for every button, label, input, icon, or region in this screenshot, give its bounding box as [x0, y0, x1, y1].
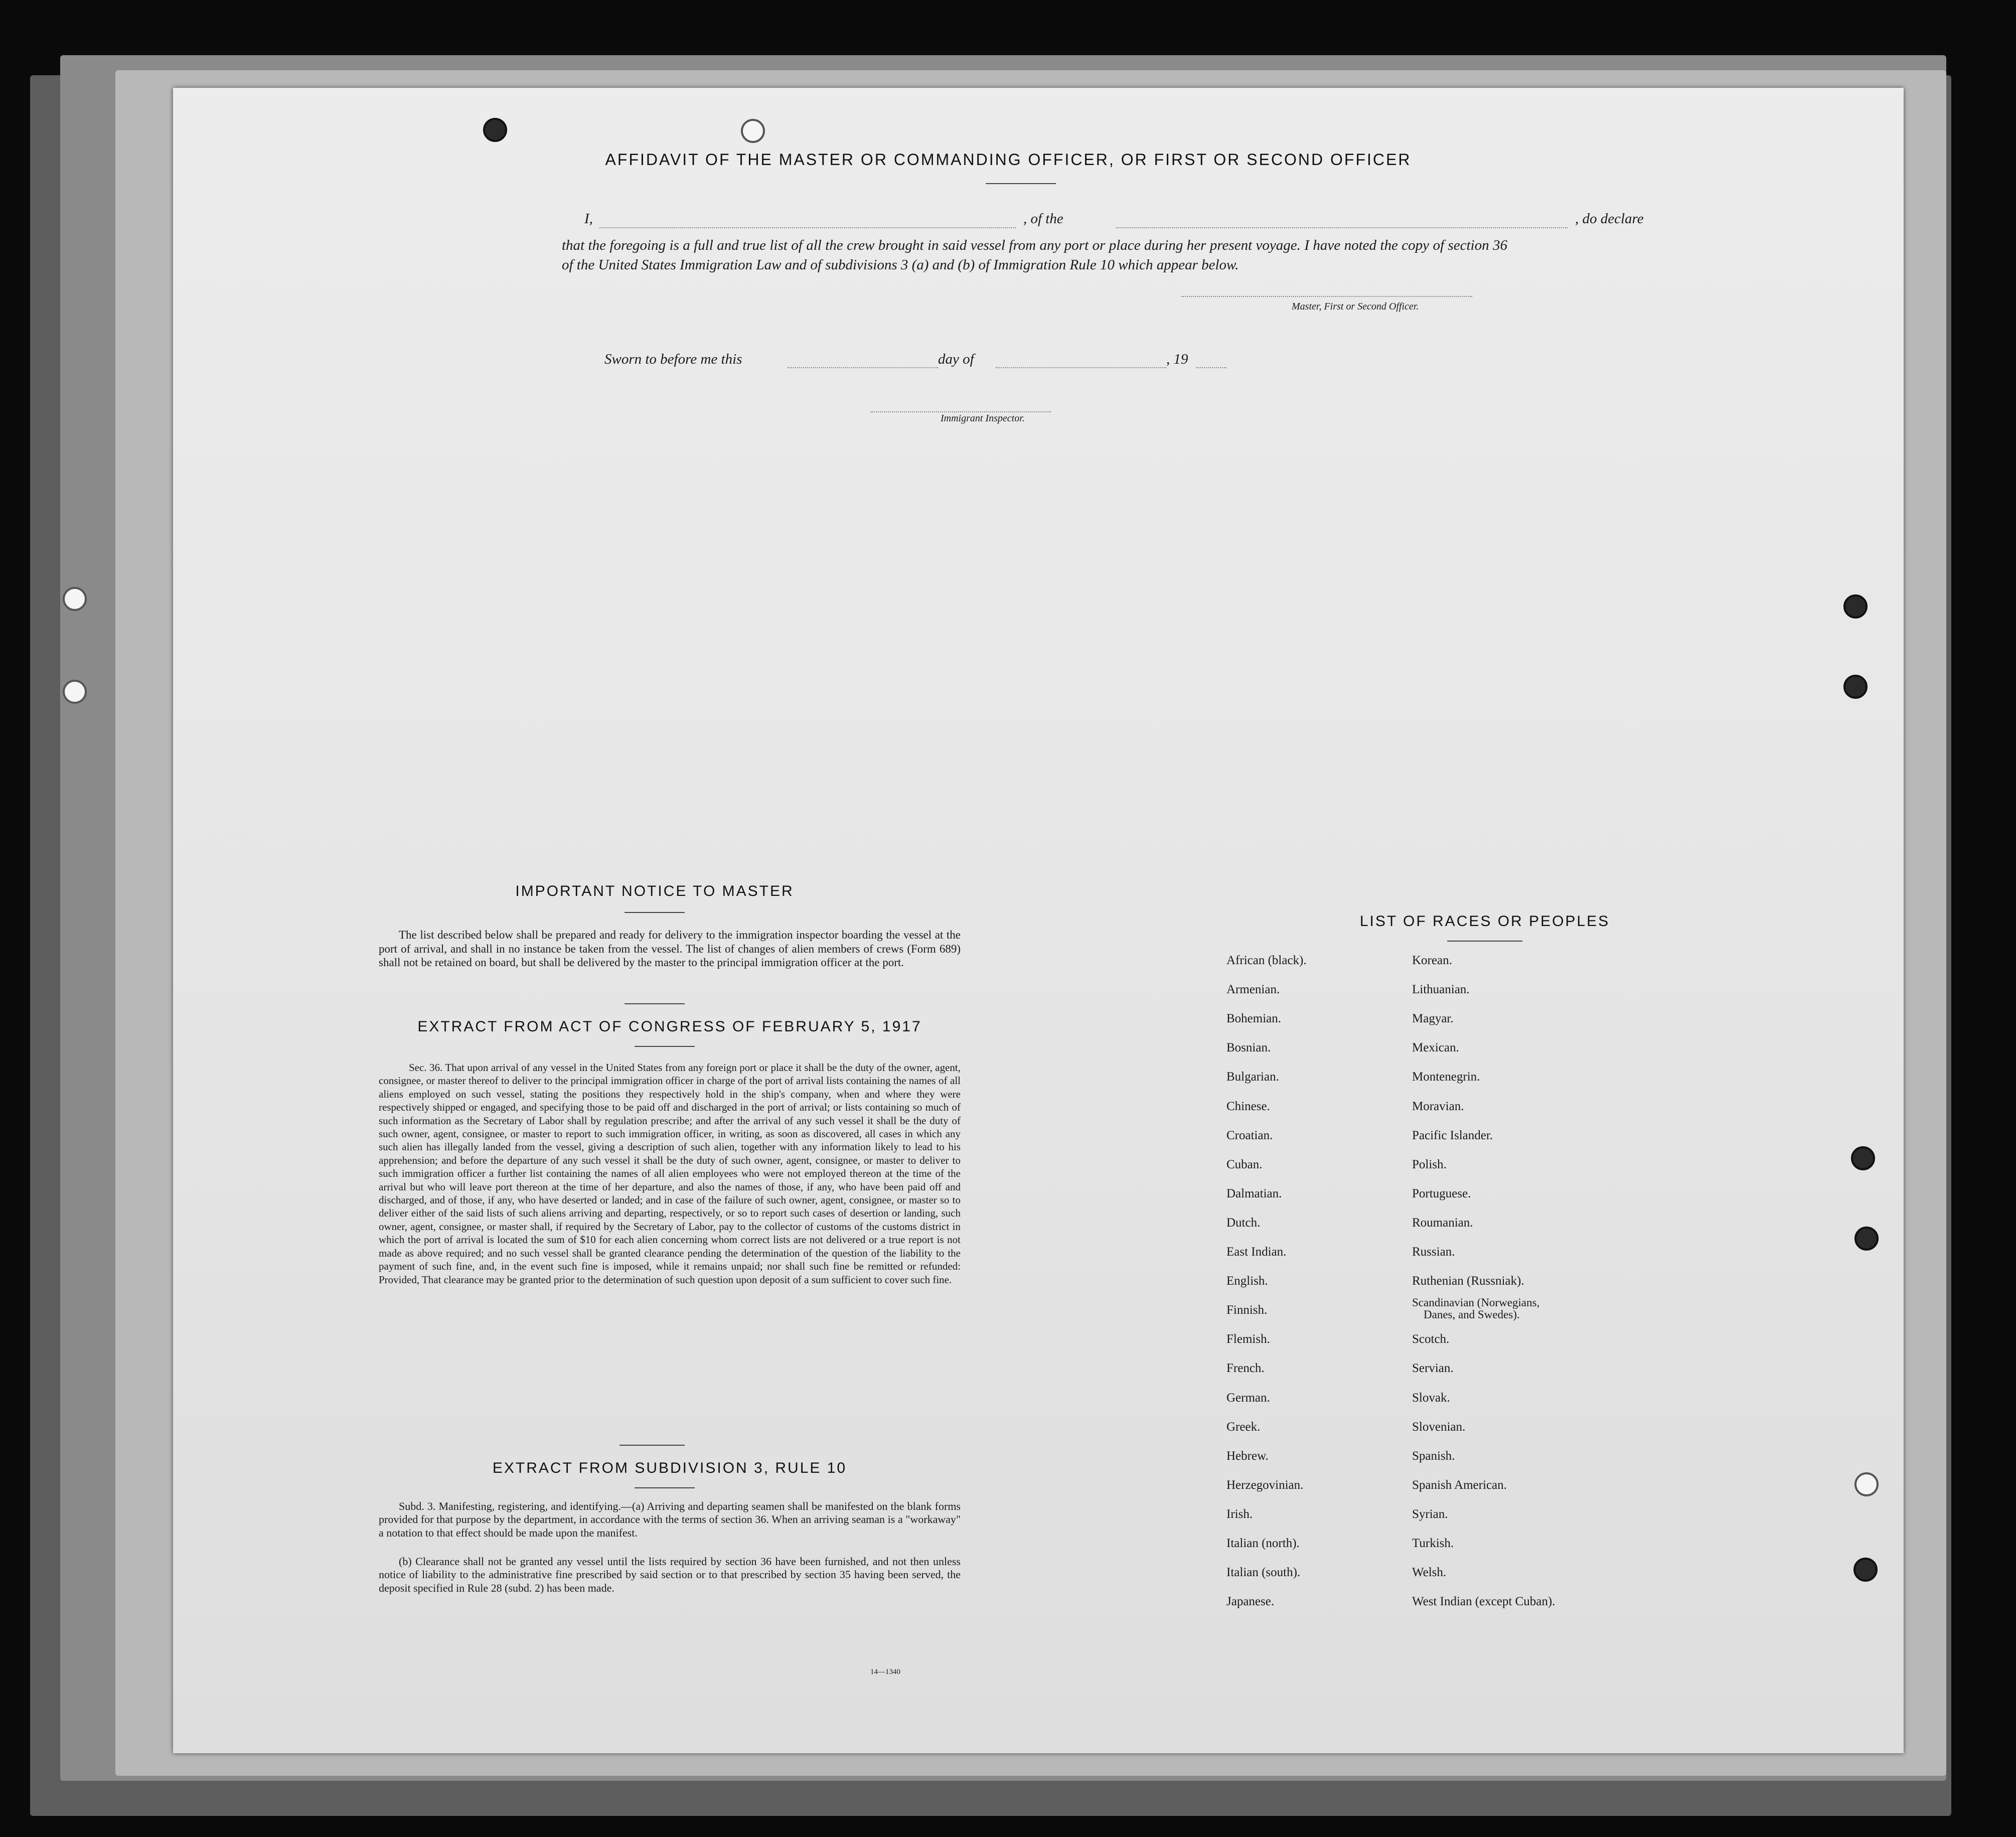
binder-hole: [63, 587, 87, 611]
race-item: Chinese.: [1226, 1099, 1270, 1113]
signature-blank: [1181, 296, 1472, 297]
race-item: Italian (north).: [1226, 1537, 1300, 1550]
rule-text-b: (b) Clearance shall not be granted any vessel until the lists required by section 36 have been furnished, and not then unless notice of liability to the administrative fine prescribed by said section or to that prescribed by section 35 having been served, the deposit specified in Rule 28 (subd. 2) has been made.: [379, 1555, 961, 1594]
race-item: Slovak.: [1412, 1391, 1450, 1405]
race-item: Turkish.: [1412, 1537, 1454, 1550]
act-rule-2: [619, 1445, 685, 1446]
signature-label: Master, First or Second Officer.: [1292, 301, 1419, 312]
race-item: Italian (south).: [1226, 1566, 1301, 1580]
binder-hole: [741, 119, 765, 143]
race-item: Flemish.: [1226, 1332, 1270, 1346]
binder-hole: [1851, 1146, 1875, 1170]
notice-rule-2: [625, 1003, 685, 1004]
race-item: Hebrew.: [1226, 1449, 1269, 1463]
race-item: Bohemian.: [1226, 1012, 1282, 1026]
race-item: Welsh.: [1412, 1566, 1447, 1580]
binder-hole: [1843, 594, 1868, 619]
binder-hole: [1843, 675, 1868, 699]
race-item: Pacific Islander.: [1412, 1128, 1493, 1142]
act-title: EXTRACT FROM ACT OF CONGRESS OF FEBRUARY 5, 1917: [417, 1018, 922, 1035]
affidavit-i: I,: [584, 211, 593, 227]
affidavit-title: AFFIDAVIT OF THE MASTER OR COMMANDING OFFICER, OR FIRST OR SECOND OFFICER: [605, 150, 1412, 169]
act-text: Sec. 36. That upon arrival of any vessel in the United States from any foreign port or place it shall be the duty of the owner, agent, consignee, or master thereof to deliver to the principal immigration officer in charge of the port of arrival lists containing the names of all aliens employed on such vessel, stating the positions they respectively hold in the ship's company, when and where they were respectively shipped or engaged, and specifying those to be paid off and discharged in the port of arrival; or lists containing so much of such information as the Secretary of Labor shall by regulation prescribe; and after the arrival of any such vessel it shall be the duty of such owner, agent, consignee, or master to report to such immigration officer, in writing, as soon as discovered, all cases in which any such alien has illegally landed from the vessel, giving a description of such alien, together with any information likely to lead to his apprehension; and before the departure of any such vessel it shall be the duty of such owner, agent, consignee, or master to deliver to such immigration officer a further list containing the names of all alien employees who were not employed thereon at the time of the arrival but who will leave port thereon at the time of her departure, and also the names of those, if any, who have been paid off and discharged, and of those, if any, who have deserted or landed; and in case of the failure of such owner, agent, consignee, or master so to deliver either of the said lists of such aliens arriving and departing, respectively, or so to report such cases of desertion or landing, such owner, agent, consignee, or master shall, if required by the Secretary of Labor, pay to the collector of customs of the customs district in which the port of arrival is located the sum of $10 for each alien concerning whom correct lists are not delivered or a true report is not made as above required; and no such vessel shall be granted clearance pending the determination of the question of the liability to the payment of such fine, and, in the event such fine is imposed, while it remains unpaid; nor shall such fine be remitted or refunded: Provided, That clearance may be granted prior to the determination of such question upon deposit of a sum sufficient to cover such fine.: [379, 1061, 961, 1286]
race-item: German.: [1226, 1391, 1270, 1405]
race-item: Scotch.: [1412, 1332, 1450, 1346]
race-item: Cuban.: [1226, 1157, 1263, 1171]
race-item: Armenian.: [1226, 983, 1280, 997]
race-item: Spanish American.: [1412, 1478, 1507, 1492]
race-item: Bosnian.: [1226, 1041, 1271, 1055]
races-title: LIST OF RACES OR PEOPLES: [1359, 913, 1610, 930]
race-item: Slovenian.: [1412, 1420, 1466, 1434]
race-item: Montenegrin.: [1412, 1070, 1480, 1084]
race-item: Servian.: [1412, 1361, 1454, 1375]
name-blank: [599, 227, 1016, 228]
race-item: Spanish.: [1412, 1449, 1455, 1463]
race-item: Lithuanian.: [1412, 983, 1470, 997]
vessel-blank: [1116, 227, 1568, 228]
race-item: Croatian.: [1226, 1128, 1273, 1142]
race-item: Magyar.: [1412, 1012, 1454, 1026]
rule-title: EXTRACT FROM SUBDIVISION 3, RULE 10: [492, 1460, 847, 1476]
race-item: English.: [1226, 1274, 1268, 1288]
affidavit-rule: [986, 183, 1056, 184]
notice-rule: [625, 912, 685, 913]
day-of-text: day of: [938, 351, 974, 367]
binder-hole: [1853, 1558, 1878, 1582]
race-item: Roumanian.: [1412, 1215, 1473, 1230]
race-item: Korean.: [1412, 954, 1452, 967]
month-blank: [996, 367, 1166, 368]
race-item: Portuguese.: [1412, 1186, 1471, 1200]
rule-text-a: Subd. 3. Manifesting, registering, and identifying.—(a) Arriving and departing seamen shall be manifested on the blank forms provided for that purpose by the department, in accordance with the terms of section 36. When an arriving seaman is a "workaway" a notation to that effect should be made upon the manifest.: [379, 1500, 961, 1539]
race-item: Moravian.: [1412, 1099, 1464, 1113]
race-item: Japanese.: [1226, 1595, 1275, 1609]
binder-hole: [1854, 1227, 1879, 1251]
race-item: West Indian (except Cuban).: [1412, 1595, 1556, 1609]
race-item: Bulgarian.: [1226, 1070, 1279, 1084]
affidavit-body: that the foregoing is a full and true list of all the crew brought in said vessel from any port or place during her present voyage. I have noted the copy of section 36 of the United States Immigration Law and of subdivisions 3 (a) and (b) of Immigration Rule 10 which appear below.: [562, 237, 1507, 273]
race-item: Ruthenian (Russniak).: [1412, 1274, 1524, 1288]
race-item: Dutch.: [1226, 1215, 1261, 1230]
race-item: Mexican.: [1412, 1041, 1459, 1055]
races-right-column: [1412, 953, 1713, 1630]
races-left-column: [1226, 953, 1407, 1630]
document-page: [173, 88, 1904, 1753]
race-item: Scandinavian (Norwegians, Danes, and Swedes).: [1412, 1296, 1540, 1321]
race-item: Polish.: [1412, 1157, 1447, 1171]
day-blank: [788, 367, 938, 368]
act-rule: [635, 1046, 695, 1047]
races-rule: [1447, 941, 1522, 942]
rule-rule: [635, 1487, 695, 1488]
affidavit-declare: , do declare: [1575, 211, 1644, 227]
form-number: 14—1340: [870, 1668, 900, 1676]
race-item: Herzegovinian.: [1226, 1478, 1304, 1492]
binder-hole: [1854, 1472, 1879, 1496]
race-item: Russian.: [1412, 1245, 1455, 1259]
race-item: African (black).: [1226, 954, 1307, 967]
inspector-blank: [870, 411, 1051, 412]
inspector-label: Immigrant Inspector.: [941, 413, 1025, 424]
year-text: , 19: [1166, 351, 1188, 367]
sworn-text: Sworn to before me this: [604, 351, 742, 367]
affidavit-of-the: , of the: [1023, 211, 1063, 227]
binder-hole: [483, 118, 507, 142]
race-item: Greek.: [1226, 1420, 1261, 1434]
binder-hole: [63, 680, 87, 704]
race-item: Finnish.: [1226, 1303, 1268, 1317]
race-item: Syrian.: [1412, 1507, 1448, 1521]
race-item: Irish.: [1226, 1507, 1253, 1521]
race-item: French.: [1226, 1361, 1265, 1375]
notice-text: The list described below shall be prepared and ready for delivery to the immigration inspector boarding the vessel at the port of arrival, and shall in no instance be taken from the vessel. The list of changes of alien members of crews (Form 689) shall not be retained on board, but shall be delivered by the master to the principal immigration officer at the port.: [379, 929, 961, 969]
race-item: Dalmatian.: [1226, 1186, 1282, 1200]
notice-title: IMPORTANT NOTICE TO MASTER: [515, 883, 794, 899]
year-blank: [1196, 367, 1226, 368]
race-item: East Indian.: [1226, 1245, 1287, 1259]
